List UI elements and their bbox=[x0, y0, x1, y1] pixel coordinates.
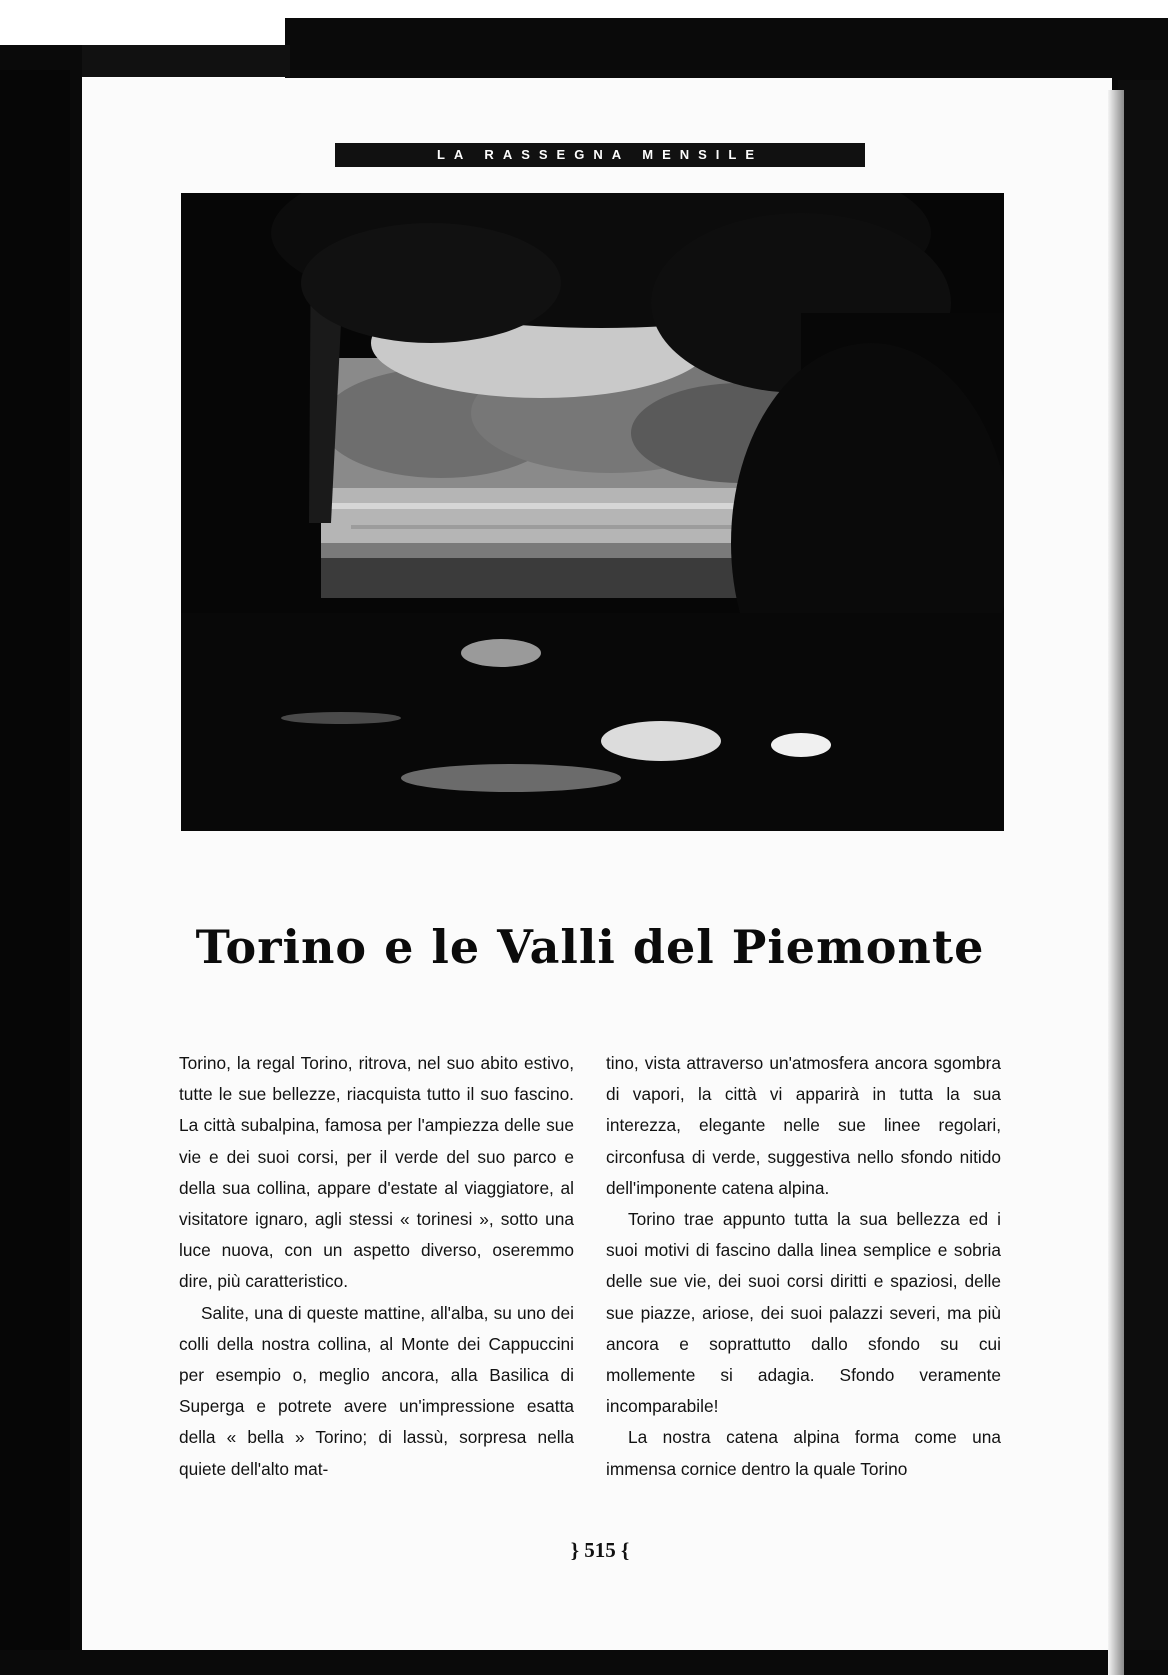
paragraph: La nostra catena alpina forma come una immensa cornice dentro la quale Torino bbox=[606, 1427, 1001, 1479]
paragraph: tino, vista attraverso un'atmosfera ancora sgombra di vapori, la città vi apparirà in tutta la sua interezza, elegante nelle sue linee regolari, circonfusa di verde, suggestiva nello sfondo nitido dell'imponente catena alpina. bbox=[606, 1053, 1001, 1198]
scan-border-left-edge bbox=[0, 70, 70, 1675]
scan-border-right bbox=[1118, 80, 1168, 1675]
page-number-value: 515 bbox=[584, 1538, 616, 1562]
paragraph: Torino trae appunto tutta la sua bellezza ed i suoi motivi di fascino dalla linea semplice e sobria delle sue vie, dei suoi corsi diritti e spaziosi, delle sue piazze, ariose, dei suoi palazzi severi, ma più ancora e soprattutto dallo sfondo su cui mollemente si adagia. Sfondo veramente incomparabile! bbox=[606, 1209, 1001, 1417]
folio-ornament-left: } bbox=[570, 1538, 585, 1562]
page-number bbox=[540, 1538, 660, 1563]
article-column-left bbox=[179, 1048, 574, 1485]
paragraph: Salite, una di queste mattine, all'alba, su uno dei colli della nostra collina, al Monte dei Cappuccini per esempio o, meglio ancora, alla Basilica di Superga e potrete avere un'impressione esatta della « bella » Torino; di lassù, sorpresa nella quiete dell'alto mat- bbox=[179, 1302, 574, 1479]
article-column-right bbox=[606, 1048, 1001, 1485]
scan-border-bottom bbox=[0, 1650, 1168, 1675]
landscape-photo bbox=[181, 193, 1004, 831]
page-gutter-shadow bbox=[1108, 90, 1124, 1675]
masthead-banner: LA RASSEGNA MENSILE bbox=[335, 143, 865, 167]
landscape-photo-icon bbox=[181, 193, 1004, 831]
article-title: Torino e le Valli del Piemonte bbox=[195, 920, 985, 974]
paragraph: Torino, la regal Torino, ritrova, nel suo abito estivo, tutte le sue bellezze, riacquista tutto il suo fascino. La città subalpina, famosa per l'ampiezza delle sue vie e dei suoi corsi, per il verde del suo parco e della sua collina, appare d'estate al viaggiatore, al visitatore ignaro, agli stessi « torinesi », sotto una luce nuova, con un aspetto diverso, oseremmo dire, più caratteristico. bbox=[179, 1053, 574, 1292]
folio-ornament-right: { bbox=[615, 1538, 630, 1562]
